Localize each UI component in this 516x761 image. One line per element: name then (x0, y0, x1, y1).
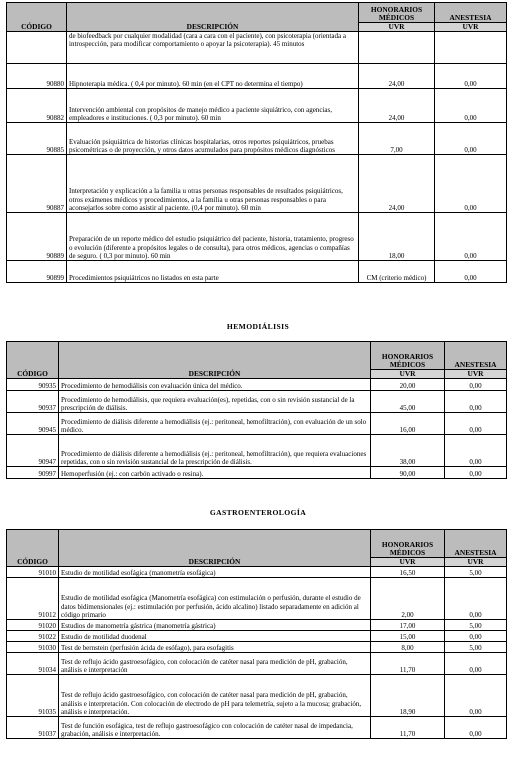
row-code: 90937 (7, 391, 59, 413)
row-code: 91030 (7, 642, 59, 653)
row-anestesia: 5,00 (445, 642, 507, 653)
header-anestesia: ANESTESIA (435, 3, 507, 23)
row-anestesia: 0,00 (445, 631, 507, 642)
row-description: Procedimiento de hemodiálisis con evaluación única del médico. (59, 379, 371, 391)
header-uvr: UVR (359, 23, 435, 32)
header-honorarios: HONORARIOS MÉDICOS (371, 530, 445, 558)
row-description: Preparación de un reporte médico del estudio psiquiátrico del paciente, historia, tratamiento, progreso o evolución (diferente a propósitos legales o de consulta), para otros médicos, agencias o compañías de seguro. ( 0,3 por minuto). 60 min (67, 213, 359, 261)
table-row (7, 391, 507, 413)
row-description: Test de bernstein (perfusión ácida de esófago), para esofagitis (59, 642, 371, 653)
header-honorarios: HONORARIOS MÉDICOS (359, 3, 435, 23)
row-description: de biofeedback por cualquier modalidad (cara a cara con el paciente), con psicoterapia (orientada a introspección, para modificar comportamiento o apoyar la psicoterapia). 45 minutos (67, 32, 359, 64)
table-row (7, 435, 507, 467)
row-uvr: 16,50 (371, 567, 445, 578)
section-title-gastroenterologia: GASTROENTEROLOGÍA (209, 508, 307, 517)
table-row (7, 631, 507, 642)
header-codigo: CÓDIGO (7, 530, 59, 567)
row-anestesia: 0,00 (435, 64, 507, 89)
row-uvr: 11,70 (371, 717, 445, 739)
header-honorarios: HONORARIOS MÉDICOS (371, 342, 445, 370)
row-description: Procedimiento de hemodiálisis, que requiera evaluación(es), repetidas, con o sin revisión sustancial de la prescripción de diálisis. (59, 391, 371, 413)
row-anestesia: 0,00 (445, 379, 507, 391)
table-row (7, 379, 507, 391)
fee-table-gastroenterologia (6, 529, 507, 739)
row-code: 91022 (7, 631, 59, 642)
row-code: 90945 (7, 413, 59, 435)
row-code: 90889 (7, 213, 67, 261)
row-uvr: 15,00 (371, 631, 445, 642)
row-description: Test de reflujo ácido gastroesofágico, con colocación de catéter nasal para medición de pH, grabación, análisis e interpretación (59, 653, 371, 675)
header-uvr: UVR (445, 370, 507, 379)
header-anestesia: ANESTESIA (445, 530, 507, 558)
row-code: 90997 (7, 467, 59, 479)
header-uvr: UVR (371, 558, 445, 567)
row-uvr: 45,00 (371, 391, 445, 413)
row-description: Estudio de motilidad esofágica (Manometría esofágica) con estimulación o perfusión, durante el estudio de datos bidimensionales (ej.: estimulación por perfusión, ácido alcalino) listado separadamente en adición al código primario (59, 578, 371, 620)
table-row (7, 155, 507, 213)
row-code: 91010 (7, 567, 59, 578)
row-description: Procedimientos psiquiátricos no listados en esta parte (67, 261, 359, 283)
row-code: 90887 (7, 155, 67, 213)
row-description: Hemoperfusión (ej.: con carbón activado o resina). (59, 467, 371, 479)
row-anestesia: 0,00 (445, 435, 507, 467)
table-row (7, 620, 507, 631)
row-uvr: 2,00 (371, 578, 445, 620)
header-descripcion: DESCRIPCIÓN (59, 342, 371, 379)
table-row (7, 213, 507, 261)
row-uvr: 24,00 (359, 155, 435, 213)
row-uvr: 7,00 (359, 123, 435, 155)
table-row (7, 467, 507, 479)
row-uvr: 18,90 (371, 675, 445, 717)
row-description: Test de función esofágica, test de reflujo gastroesofágico con colocación de catéter nasal de impedancia, grabación, análisis e interpretación. (59, 717, 371, 739)
row-description: Test de reflujo ácido gastroesofágico, con colocación de catéter nasal para medición de pH, grabación, análisis e interpretación. Con colocación de electrodo de pH para telemetría, sujeto a la mucosa; grabación, análisis e interpretación. (59, 675, 371, 717)
row-anestesia: 0,00 (435, 89, 507, 123)
row-description: Procedimiento de diálisis diferente a hemodiálisis (ej.: peritoneal, hemofiltración), que requiera evaluaciones repetidas, con o sin revisión sustancial de la prescripción de diálisis. (59, 435, 371, 467)
row-anestesia: 0,00 (445, 675, 507, 717)
row-anestesia: 0,00 (445, 653, 507, 675)
header-descripcion: DESCRIPCIÓN (67, 3, 359, 32)
fee-table-psychiatry (6, 2, 507, 283)
row-code: 91012 (7, 578, 59, 620)
row-code: 91020 (7, 620, 59, 631)
table-row (7, 578, 507, 620)
row-code: 90899 (7, 261, 67, 283)
row-uvr: 16,00 (371, 413, 445, 435)
row-description: Evaluación psiquiátrica de historias clínicas hospitalarias, otros reportes psiquiátricos, pruebas psicométricas o de proyección, y otros datos acumulados para propósitos médicos diagnósticos (67, 123, 359, 155)
row-anestesia: 0,00 (445, 391, 507, 413)
header-uvr: UVR (371, 370, 445, 379)
row-anestesia: 0,00 (435, 123, 507, 155)
row-uvr: 24,00 (359, 64, 435, 89)
row-anestesia: 5,00 (445, 567, 507, 578)
row-uvr: 90,00 (371, 467, 445, 479)
table-row (7, 413, 507, 435)
table-row (7, 567, 507, 578)
row-code: 90935 (7, 379, 59, 391)
row-uvr: 24,00 (359, 89, 435, 123)
row-code: 90947 (7, 435, 59, 467)
row-description: Intervención ambiental con propósitos de manejo médico a paciente siquiátrico, con agencias, empleadores e instituciones. ( 0,3 por minuto). 60 min (67, 89, 359, 123)
section-title-hemodialisis: HEMODIÁLISIS (226, 322, 290, 331)
row-uvr: 38,00 (371, 435, 445, 467)
row-code: 91035 (7, 675, 59, 717)
table-row (7, 123, 507, 155)
table-row (7, 653, 507, 675)
row-description: Estudios de manometría gástrica (manometría gástrica) (59, 620, 371, 631)
table-row (7, 32, 507, 64)
row-code: 91037 (7, 717, 59, 739)
row-anestesia: 0,00 (445, 578, 507, 620)
row-code: 90882 (7, 89, 67, 123)
row-anestesia: 0,00 (435, 261, 507, 283)
row-uvr: 20,00 (371, 379, 445, 391)
table-row (7, 64, 507, 89)
header-anestesia: ANESTESIA (445, 342, 507, 370)
row-anestesia: 0,00 (445, 467, 507, 479)
row-uvr: 17,00 (371, 620, 445, 631)
table-row (7, 717, 507, 739)
table-row (7, 261, 507, 283)
row-uvr: CM (criterio médico) (359, 261, 435, 283)
header-codigo: CÓDIGO (7, 3, 67, 32)
header-descripcion: DESCRIPCIÓN (59, 530, 371, 567)
table-row (7, 89, 507, 123)
row-description: Procedimiento de diálisis diferente a hemodiálisis (ej.: peritoneal, hemofiltración), con evaluación de un solo médico. (59, 413, 371, 435)
row-description: Estudio de motilidad esofágica (manometría esofágica) (59, 567, 371, 578)
row-anestesia: 0,00 (445, 413, 507, 435)
fee-table-hemodialisis (6, 341, 507, 479)
row-description: Estudio de motilidad duodenal (59, 631, 371, 642)
row-uvr: 8,00 (371, 642, 445, 653)
row-uvr: 18,00 (359, 213, 435, 261)
row-code: 91034 (7, 653, 59, 675)
row-description: Hipnoterapia médica. ( 0,4 por minuto). 60 min (en el CPT no determina el tiempo) (67, 64, 359, 89)
header-uvr: UVR (435, 23, 507, 32)
header-codigo: CÓDIGO (7, 342, 59, 379)
row-anestesia: 0,00 (435, 213, 507, 261)
row-code: 90885 (7, 123, 67, 155)
row-description: Interpretación y explicación a la familia u otras personas responsables de resultados psiquiátricos, otros exámenes médicos y procedimientos, a la familia u otras personas responsables o para aconsejarlos sobre como asistir al paciente. (0,4 por minuto). 60 min (67, 155, 359, 213)
header-uvr: UVR (445, 558, 507, 567)
row-anestesia: 0,00 (445, 717, 507, 739)
table-row (7, 675, 507, 717)
row-anestesia: 0,00 (435, 155, 507, 213)
row-anestesia: 5,00 (445, 620, 507, 631)
row-uvr: 11,70 (371, 653, 445, 675)
table-row (7, 642, 507, 653)
row-code: 90880 (7, 64, 67, 89)
